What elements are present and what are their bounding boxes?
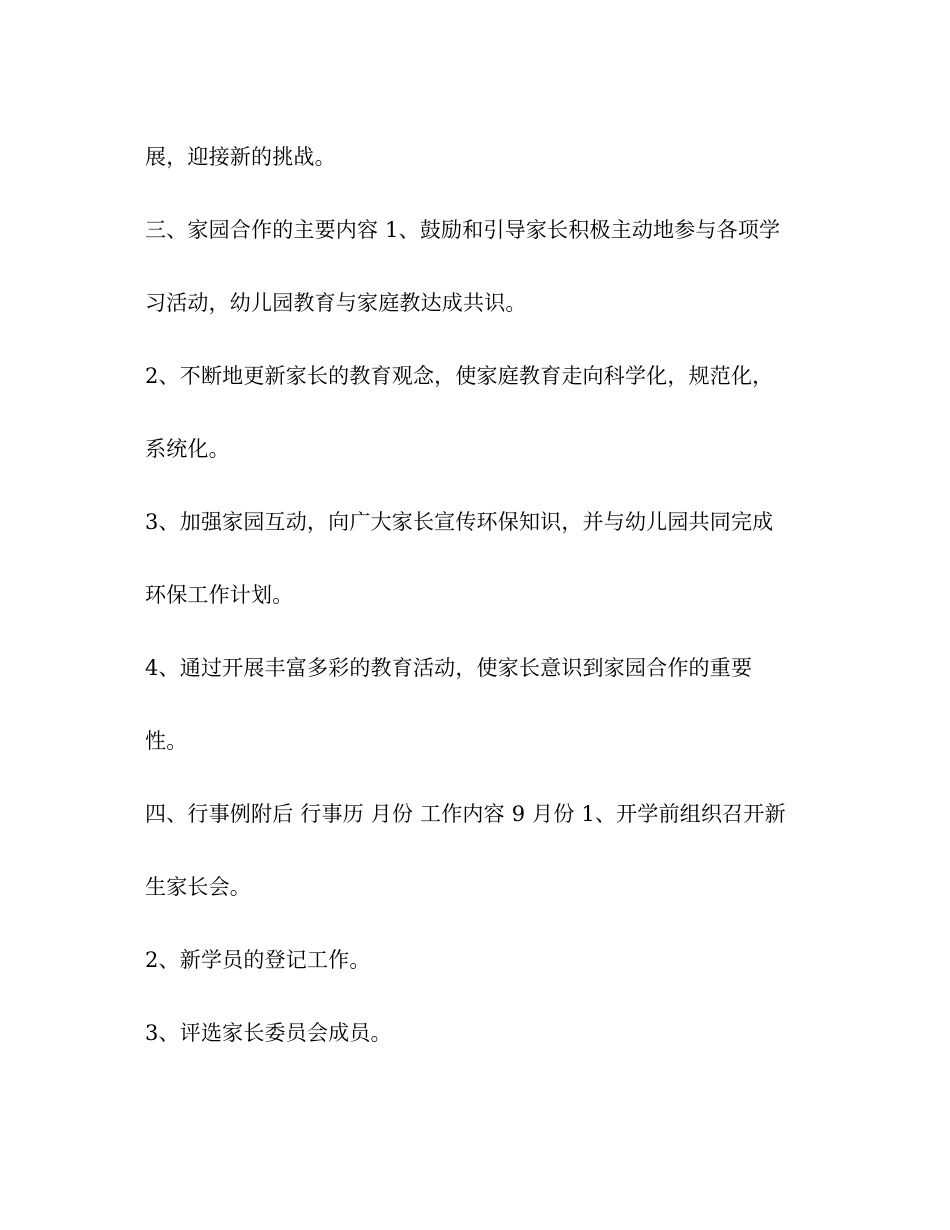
text-line: 4、通过开展丰富多彩的教育活动，使家长意识到家园合作的重要 bbox=[145, 656, 753, 680]
text-line: 展，迎接新的挑战。 bbox=[145, 145, 336, 169]
text-line: 3、评选家长委员会成员。 bbox=[145, 1021, 392, 1045]
text-line: 环保工作计划。 bbox=[145, 583, 294, 607]
text-line: 2、新学员的登记工作。 bbox=[145, 948, 371, 972]
text-line: 系统化。 bbox=[145, 437, 230, 461]
text-line: 三、家园合作的主要内容 1、鼓励和引导家长积极主动地参与各项学 bbox=[145, 218, 781, 242]
document-body bbox=[145, 137, 815, 1086]
text-line: 生家长会。 bbox=[145, 875, 251, 899]
text-line: 性。 bbox=[145, 729, 188, 753]
text-line: 2、不断地更新家长的教育观念，使家庭教育走向科学化，规范化， bbox=[145, 364, 774, 388]
text-line: 四、行事例附后 行事历 月份 工作内容 9 月份 1、开学前组织召开新 bbox=[145, 802, 786, 826]
text-line: 3、加强家园互动，向广大家长宣传环保知识，并与幼儿园共同完成 bbox=[145, 510, 774, 534]
text-line: 习活动，幼儿园教育与家庭教达成共识。 bbox=[145, 291, 527, 315]
